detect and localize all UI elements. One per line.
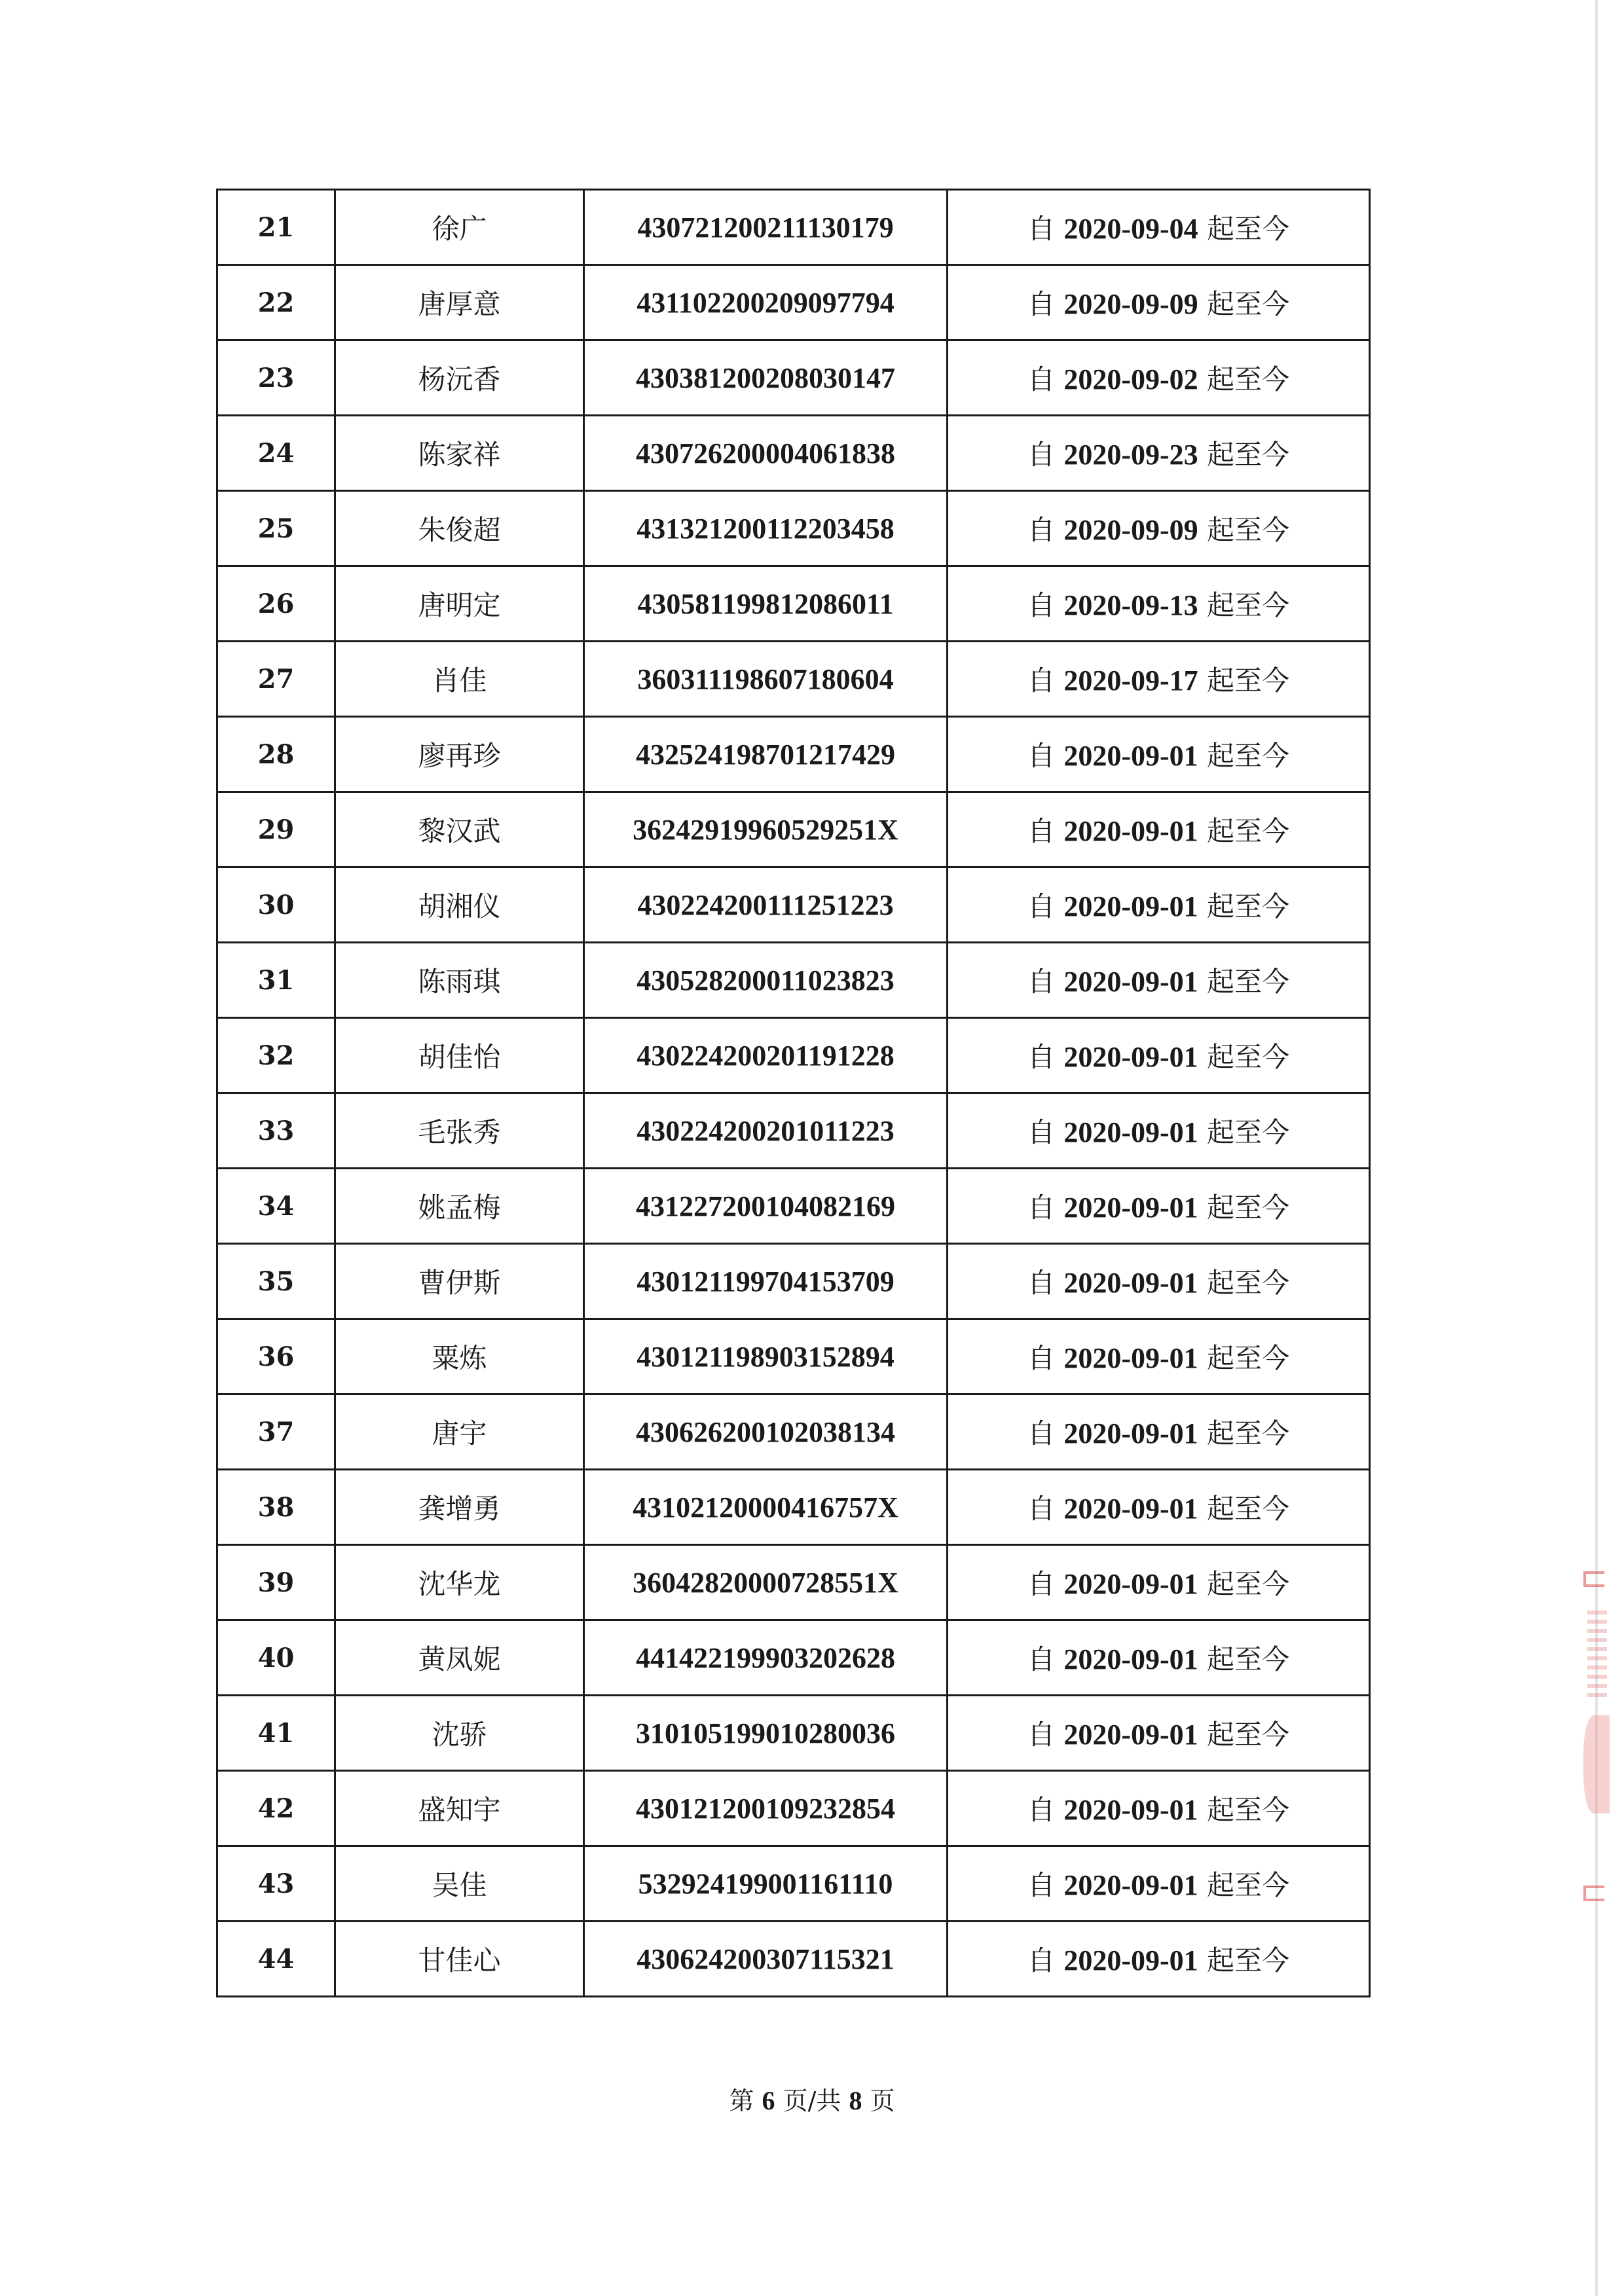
id-number: 441422199903202628 <box>584 1620 948 1696</box>
period-start-date: 2020-09-01 <box>1063 890 1198 922</box>
row-number: 25 <box>217 491 335 566</box>
table-row <box>217 1244 1370 1319</box>
id-number: 532924199001161110 <box>584 1846 948 1922</box>
footer-current-page: 6 <box>762 2086 775 2115</box>
period-suffix: 起至今 <box>1207 514 1290 546</box>
period-suffix: 起至今 <box>1207 1041 1290 1073</box>
period-suffix: 起至今 <box>1207 1267 1290 1299</box>
person-name: 唐明定 <box>335 566 584 642</box>
table-row <box>217 1319 1370 1394</box>
id-number: 360311198607180604 <box>584 642 948 717</box>
period-cell <box>948 1696 1370 1771</box>
row-number: 33 <box>217 1093 335 1169</box>
table-row <box>217 566 1370 642</box>
row-number: 30 <box>217 867 335 943</box>
period-suffix: 起至今 <box>1207 1493 1290 1525</box>
row-number: 39 <box>217 1545 335 1620</box>
footer-total-pages: 8 <box>849 2086 862 2115</box>
period-cell <box>948 1922 1370 1997</box>
period-cell <box>948 566 1370 642</box>
period-prefix: 自 <box>1027 1568 1055 1600</box>
id-number: 430121198903152894 <box>584 1319 948 1394</box>
table-row <box>217 1394 1370 1470</box>
person-name: 毛张秀 <box>335 1093 584 1169</box>
period-prefix: 自 <box>1027 288 1055 320</box>
period-prefix: 自 <box>1027 1719 1055 1751</box>
period-prefix: 自 <box>1027 514 1055 546</box>
id-number: 430121199704153709 <box>584 1244 948 1319</box>
person-name: 廖再珍 <box>335 717 584 792</box>
period-cell <box>948 1169 1370 1244</box>
period-suffix: 起至今 <box>1207 665 1290 697</box>
period-start-date: 2020-09-04 <box>1063 213 1198 245</box>
period-cell <box>948 1545 1370 1620</box>
period-prefix: 自 <box>1027 740 1055 772</box>
period-prefix: 自 <box>1027 1643 1055 1675</box>
person-name: 胡佳怡 <box>335 1018 584 1093</box>
row-number: 42 <box>217 1771 335 1846</box>
row-number: 28 <box>217 717 335 792</box>
id-number: 430224200111251223 <box>584 867 948 943</box>
period-prefix: 自 <box>1027 1116 1055 1148</box>
table-row <box>217 943 1370 1018</box>
footer-prefix: 第 <box>729 2086 754 2115</box>
period-start-date: 2020-09-23 <box>1063 439 1198 471</box>
period-start-date: 2020-09-09 <box>1063 288 1198 320</box>
id-number: 36242919960529251X <box>584 792 948 867</box>
table-row <box>217 1093 1370 1169</box>
person-name: 朱俊超 <box>335 491 584 566</box>
id-number: 430726200004061838 <box>584 416 948 491</box>
table-row <box>217 1018 1370 1093</box>
period-suffix: 起至今 <box>1207 815 1290 847</box>
period-suffix: 起至今 <box>1207 740 1290 772</box>
period-start-date: 2020-09-01 <box>1063 1794 1198 1826</box>
table-row <box>217 1169 1370 1244</box>
period-cell <box>948 867 1370 943</box>
period-prefix: 自 <box>1027 966 1055 998</box>
period-prefix: 自 <box>1027 213 1055 245</box>
period-prefix: 自 <box>1027 439 1055 471</box>
period-prefix: 自 <box>1027 1869 1055 1901</box>
period-cell <box>948 1244 1370 1319</box>
row-number: 24 <box>217 416 335 491</box>
period-start-date: 2020-09-01 <box>1063 1493 1198 1525</box>
period-cell <box>948 792 1370 867</box>
period-suffix: 起至今 <box>1207 1568 1290 1600</box>
period-cell <box>948 1846 1370 1922</box>
period-suffix: 起至今 <box>1207 1944 1290 1977</box>
person-name: 姚孟梅 <box>335 1169 584 1244</box>
roster-body <box>217 190 1370 1997</box>
seal-stamp-fragment <box>1583 1571 1610 1912</box>
id-number: 36042820000728551X <box>584 1545 948 1620</box>
period-prefix: 自 <box>1027 1944 1055 1977</box>
period-cell <box>948 190 1370 265</box>
period-cell <box>948 943 1370 1018</box>
period-suffix: 起至今 <box>1207 589 1290 621</box>
period-start-date: 2020-09-01 <box>1063 740 1198 772</box>
period-cell <box>948 1319 1370 1394</box>
id-number: 430224200201011223 <box>584 1093 948 1169</box>
person-name: 黎汉武 <box>335 792 584 867</box>
person-name: 吴佳 <box>335 1846 584 1922</box>
period-cell <box>948 1093 1370 1169</box>
row-number: 32 <box>217 1018 335 1093</box>
row-number: 43 <box>217 1846 335 1922</box>
table-row <box>217 190 1370 265</box>
person-name: 唐宇 <box>335 1394 584 1470</box>
period-start-date: 2020-09-13 <box>1063 589 1198 621</box>
table-row <box>217 416 1370 491</box>
table-row <box>217 340 1370 416</box>
table-row <box>217 1620 1370 1696</box>
period-suffix: 起至今 <box>1207 288 1290 320</box>
period-suffix: 起至今 <box>1207 1643 1290 1675</box>
period-prefix: 自 <box>1027 1041 1055 1073</box>
period-prefix: 自 <box>1027 665 1055 697</box>
period-suffix: 起至今 <box>1207 363 1290 395</box>
period-cell <box>948 1394 1370 1470</box>
period-start-date: 2020-09-01 <box>1063 1041 1198 1073</box>
table-row <box>217 1846 1370 1922</box>
period-prefix: 自 <box>1027 1267 1055 1299</box>
page-number <box>0 2081 1624 2117</box>
period-start-date: 2020-09-02 <box>1063 363 1198 395</box>
person-name: 黄凤妮 <box>335 1620 584 1696</box>
row-number: 27 <box>217 642 335 717</box>
table-row <box>217 1922 1370 1997</box>
period-prefix: 自 <box>1027 1417 1055 1449</box>
id-number: 430721200211130179 <box>584 190 948 265</box>
id-number: 43102120000416757X <box>584 1470 948 1545</box>
period-start-date: 2020-09-09 <box>1063 514 1198 546</box>
period-start-date: 2020-09-01 <box>1063 1342 1198 1374</box>
period-start-date: 2020-09-01 <box>1063 815 1198 847</box>
period-cell <box>948 642 1370 717</box>
period-prefix: 自 <box>1027 1493 1055 1525</box>
roster-table <box>216 189 1371 1997</box>
id-number: 431321200112203458 <box>584 491 948 566</box>
id-number: 432524198701217429 <box>584 717 948 792</box>
period-prefix: 自 <box>1027 1192 1055 1224</box>
id-number: 430381200208030147 <box>584 340 948 416</box>
row-number: 41 <box>217 1696 335 1771</box>
table-row <box>217 1470 1370 1545</box>
person-name: 曹伊斯 <box>335 1244 584 1319</box>
row-number: 40 <box>217 1620 335 1696</box>
period-prefix: 自 <box>1027 1794 1055 1826</box>
table-row <box>217 717 1370 792</box>
period-cell <box>948 265 1370 340</box>
row-number: 37 <box>217 1394 335 1470</box>
row-number: 22 <box>217 265 335 340</box>
table-row <box>217 642 1370 717</box>
row-number: 35 <box>217 1244 335 1319</box>
row-number: 36 <box>217 1319 335 1394</box>
period-start-date: 2020-09-01 <box>1063 1568 1198 1600</box>
person-name: 沈骄 <box>335 1696 584 1771</box>
period-start-date: 2020-09-01 <box>1063 1719 1198 1751</box>
id-number: 430224200201191228 <box>584 1018 948 1093</box>
period-cell <box>948 1620 1370 1696</box>
period-start-date: 2020-09-01 <box>1063 1643 1198 1675</box>
period-cell <box>948 416 1370 491</box>
row-number: 29 <box>217 792 335 867</box>
period-suffix: 起至今 <box>1207 1192 1290 1224</box>
person-name: 胡湘仪 <box>335 867 584 943</box>
table-row <box>217 867 1370 943</box>
person-name: 盛知宇 <box>335 1771 584 1846</box>
period-suffix: 起至今 <box>1207 966 1290 998</box>
person-name: 徐广 <box>335 190 584 265</box>
person-name: 甘佳心 <box>335 1922 584 1997</box>
id-number: 310105199010280036 <box>584 1696 948 1771</box>
id-number: 430581199812086011 <box>584 566 948 642</box>
period-start-date: 2020-09-01 <box>1063 1944 1198 1977</box>
id-number: 430626200102038134 <box>584 1394 948 1470</box>
period-prefix: 自 <box>1027 1342 1055 1374</box>
period-prefix: 自 <box>1027 815 1055 847</box>
id-number: 430624200307115321 <box>584 1922 948 1997</box>
id-number: 430528200011023823 <box>584 943 948 1018</box>
row-number: 21 <box>217 190 335 265</box>
period-start-date: 2020-09-01 <box>1063 1869 1198 1901</box>
period-cell <box>948 1018 1370 1093</box>
period-start-date: 2020-09-17 <box>1063 665 1198 697</box>
period-cell <box>948 1771 1370 1846</box>
footer-middle: 页/共 <box>783 2086 841 2115</box>
row-number: 23 <box>217 340 335 416</box>
person-name: 陈家祥 <box>335 416 584 491</box>
row-number: 34 <box>217 1169 335 1244</box>
person-name: 粟炼 <box>335 1319 584 1394</box>
person-name: 唐厚意 <box>335 265 584 340</box>
period-suffix: 起至今 <box>1207 213 1290 245</box>
period-suffix: 起至今 <box>1207 1794 1290 1826</box>
table-row <box>217 1545 1370 1620</box>
id-number: 431102200209097794 <box>584 265 948 340</box>
period-suffix: 起至今 <box>1207 890 1290 922</box>
person-name: 杨沅香 <box>335 340 584 416</box>
period-cell <box>948 340 1370 416</box>
period-start-date: 2020-09-01 <box>1063 1417 1198 1449</box>
period-suffix: 起至今 <box>1207 1719 1290 1751</box>
row-number: 31 <box>217 943 335 1018</box>
table-row <box>217 265 1370 340</box>
table-row <box>217 1771 1370 1846</box>
period-suffix: 起至今 <box>1207 1116 1290 1148</box>
person-name: 肖佳 <box>335 642 584 717</box>
period-start-date: 2020-09-01 <box>1063 966 1198 998</box>
person-name: 沈华龙 <box>335 1545 584 1620</box>
id-number: 431227200104082169 <box>584 1169 948 1244</box>
footer-suffix: 页 <box>870 2086 895 2115</box>
period-suffix: 起至今 <box>1207 1869 1290 1901</box>
table-row <box>217 792 1370 867</box>
period-start-date: 2020-09-01 <box>1063 1116 1198 1148</box>
period-cell <box>948 491 1370 566</box>
person-name: 龚增勇 <box>335 1470 584 1545</box>
row-number: 26 <box>217 566 335 642</box>
period-prefix: 自 <box>1027 890 1055 922</box>
period-cell <box>948 1470 1370 1545</box>
period-start-date: 2020-09-01 <box>1063 1192 1198 1224</box>
period-suffix: 起至今 <box>1207 439 1290 471</box>
person-name: 陈雨琪 <box>335 943 584 1018</box>
row-number: 44 <box>217 1922 335 1997</box>
period-prefix: 自 <box>1027 363 1055 395</box>
id-number: 430121200109232854 <box>584 1771 948 1846</box>
period-suffix: 起至今 <box>1207 1417 1290 1449</box>
page-edge-shadow <box>1595 0 1598 2296</box>
table-row <box>217 1696 1370 1771</box>
period-cell <box>948 717 1370 792</box>
period-prefix: 自 <box>1027 589 1055 621</box>
period-start-date: 2020-09-01 <box>1063 1267 1198 1299</box>
period-suffix: 起至今 <box>1207 1342 1290 1374</box>
table-row <box>217 491 1370 566</box>
row-number: 38 <box>217 1470 335 1545</box>
